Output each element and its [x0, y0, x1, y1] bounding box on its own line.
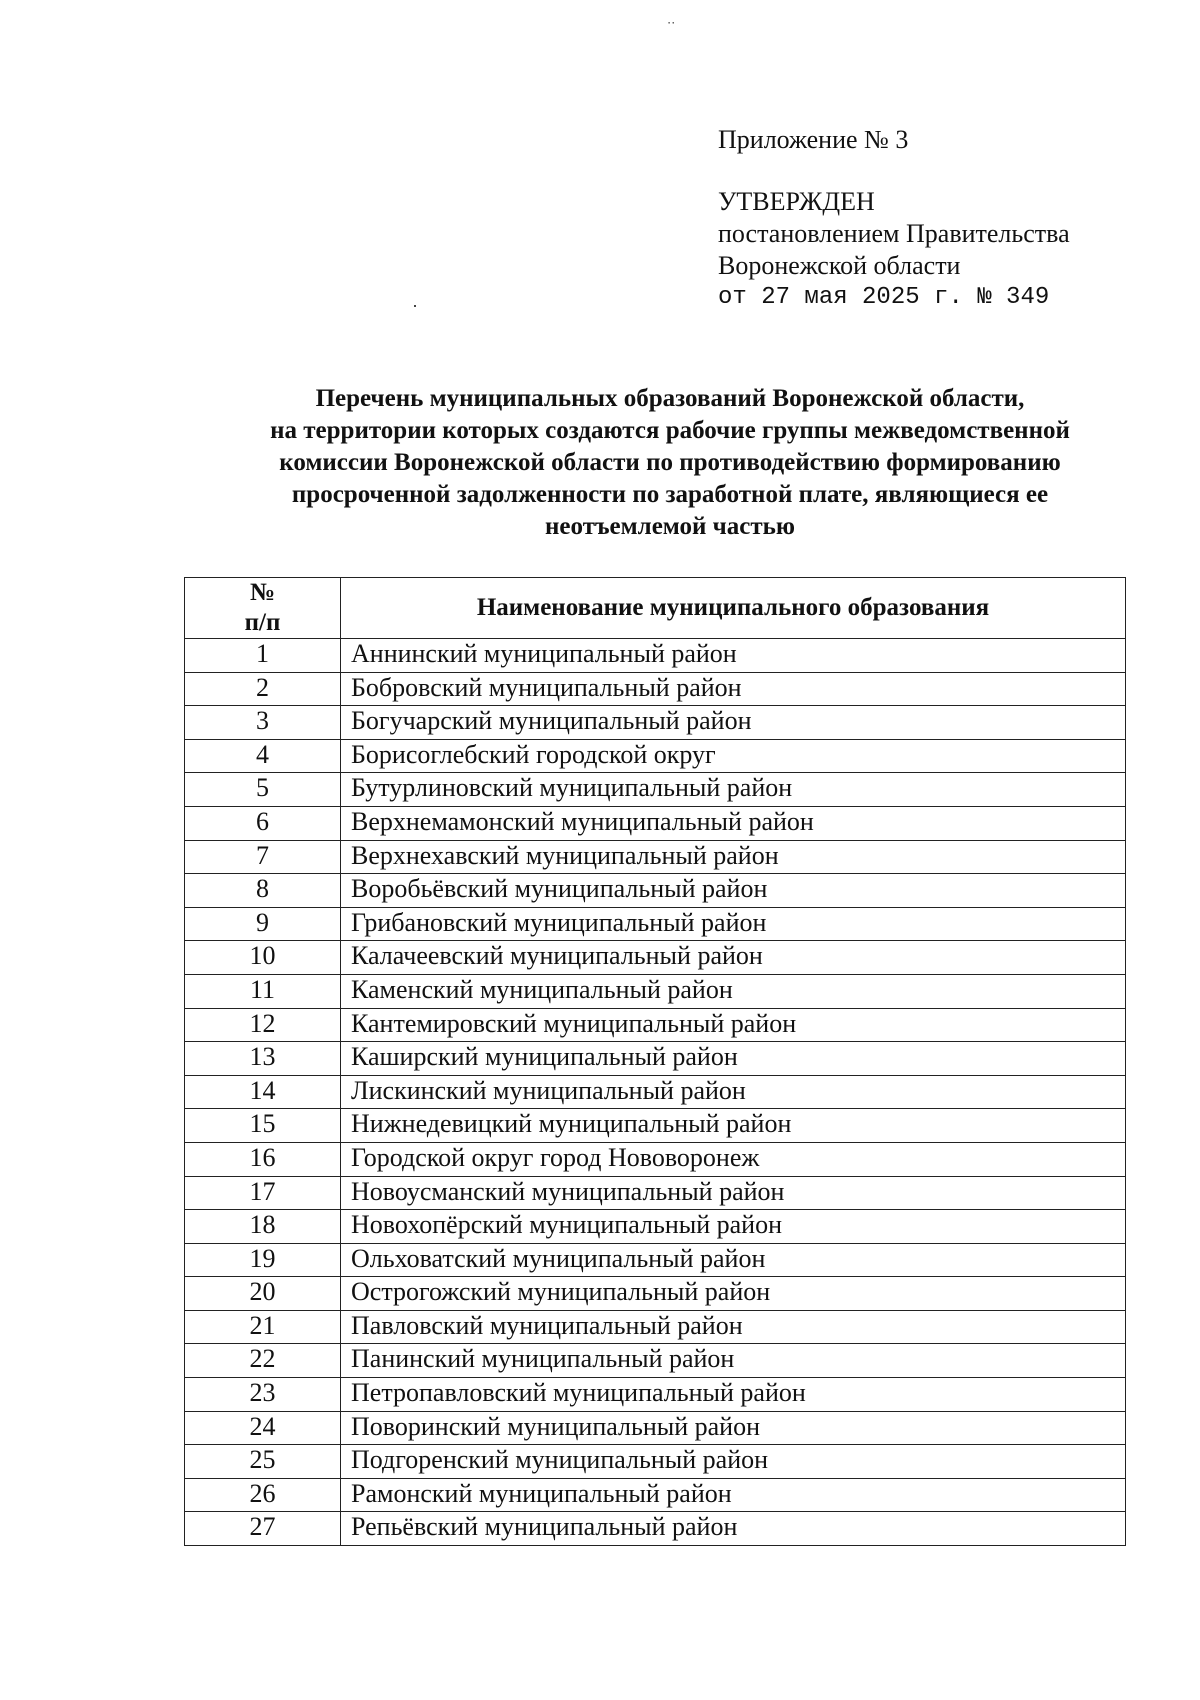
municipality-name: Каменский муниципальный район: [341, 974, 1126, 1008]
row-number: 14: [185, 1075, 341, 1109]
row-number: 24: [185, 1411, 341, 1445]
row-number: 22: [185, 1344, 341, 1378]
row-number: 3: [185, 706, 341, 740]
municipality-name: Острогожский муниципальный район: [341, 1277, 1126, 1311]
row-number: 13: [185, 1042, 341, 1076]
municipality-name: Бутурлиновский муниципальный район: [341, 773, 1126, 807]
municipality-name: Нижнедевицкий муниципальный район: [341, 1109, 1126, 1143]
title-line-3: комиссии Воронежской области по противодействию формированию: [279, 449, 1061, 476]
table-row: [185, 773, 1126, 807]
table-row: [185, 1176, 1126, 1210]
table-row: [185, 1109, 1126, 1143]
municipality-name: Воробьёвский муниципальный район: [341, 874, 1126, 908]
table-row: [185, 806, 1126, 840]
title-line-5: неотъемлемой частью: [545, 513, 795, 540]
municipality-name: Верхнемамонский муниципальный район: [341, 806, 1126, 840]
table-row: [185, 1378, 1126, 1412]
column-header-name: Наименование муниципального образования: [341, 578, 1126, 639]
municipality-name: Подгоренский муниципальный район: [341, 1445, 1126, 1479]
scan-dot: [414, 305, 416, 307]
municipality-name: Городской округ город Нововоронеж: [341, 1142, 1126, 1176]
table-row: [185, 706, 1126, 740]
row-number: 11: [185, 974, 341, 1008]
municipality-name: Петропавловский муниципальный район: [341, 1378, 1126, 1412]
row-number: 23: [185, 1378, 341, 1412]
row-number: 26: [185, 1478, 341, 1512]
municipality-name: Борисоглебский городской округ: [341, 739, 1126, 773]
table-row: [185, 1478, 1126, 1512]
row-number: 4: [185, 739, 341, 773]
table-row: [185, 941, 1126, 975]
column-header-number-line-1: №: [249, 579, 276, 606]
table-row: [185, 907, 1126, 941]
row-number: 27: [185, 1512, 341, 1546]
title-line-4: просроченной задолженности по заработной плате, являющиеся ее: [291, 481, 1049, 508]
table-row: [185, 1411, 1126, 1445]
municipality-name: Новохопёрский муниципальный район: [341, 1210, 1126, 1244]
row-number: 1: [185, 639, 341, 673]
municipality-name: Богучарский муниципальный район: [341, 706, 1126, 740]
row-number: 15: [185, 1109, 341, 1143]
municipality-name: Бобровский муниципальный район: [341, 672, 1126, 706]
table-row: [185, 1142, 1126, 1176]
approval-block: [718, 124, 1070, 314]
municipality-name: Павловский муниципальный район: [341, 1310, 1126, 1344]
municipality-name: Верхнехавский муниципальный район: [341, 840, 1126, 874]
municipality-name: Лискинский муниципальный район: [341, 1075, 1126, 1109]
column-header-number-line-2: п/п: [244, 609, 281, 636]
row-number: 19: [185, 1243, 341, 1277]
municipality-name: Рамонский муниципальный район: [341, 1478, 1126, 1512]
table-row: [185, 1210, 1126, 1244]
table-body: [185, 639, 1126, 1546]
row-number: 25: [185, 1445, 341, 1479]
table-row: [185, 672, 1126, 706]
approved-label: УТВЕРЖДЕН: [718, 187, 875, 216]
table-row: [185, 1512, 1126, 1546]
appendix-label: Приложение № 3: [718, 125, 909, 154]
document-title: [170, 383, 1170, 543]
row-number: 20: [185, 1277, 341, 1311]
title-line-1: Перечень муниципальных образований Воронежской области,: [315, 385, 1025, 412]
approved-by-line-1: постановлением Правительства: [718, 219, 1070, 248]
row-number: 16: [185, 1142, 341, 1176]
table-row: [185, 1008, 1126, 1042]
title-line-2: на территории которых создаются рабочие группы межведомственной: [270, 417, 1070, 444]
table-row: [185, 840, 1126, 874]
row-number: 2: [185, 672, 341, 706]
column-header-number: [185, 578, 341, 639]
row-number: 18: [185, 1210, 341, 1244]
table-header-row: [185, 578, 1126, 639]
municipality-name: Калачеевский муниципальный район: [341, 941, 1126, 975]
row-number: 6: [185, 806, 341, 840]
municipality-name: Ольховатский муниципальный район: [341, 1243, 1126, 1277]
table-row: [185, 739, 1126, 773]
table-row: [185, 1445, 1126, 1479]
row-number: 7: [185, 840, 341, 874]
municipalities-table: [184, 577, 1126, 1546]
municipality-name: Новоусманский муниципальный район: [341, 1176, 1126, 1210]
municipality-name: Поворинский муниципальный район: [341, 1411, 1126, 1445]
table-row: [185, 1277, 1126, 1311]
table-row: [185, 974, 1126, 1008]
table-row: [185, 1042, 1126, 1076]
municipality-name: Аннинский муниципальный район: [341, 639, 1126, 673]
approved-by-line-2: Воронежской области: [718, 251, 961, 280]
row-number: 8: [185, 874, 341, 908]
municipality-name: Панинский муниципальный район: [341, 1344, 1126, 1378]
row-number: 12: [185, 1008, 341, 1042]
table-row: [185, 1310, 1126, 1344]
municipality-name: Каширский муниципальный район: [341, 1042, 1126, 1076]
table-row: [185, 1344, 1126, 1378]
table-row: [185, 1075, 1126, 1109]
row-number: 10: [185, 941, 341, 975]
municipality-name: Грибановский муниципальный район: [341, 907, 1126, 941]
decree-date-number: от 27 мая 2025 г. № 349: [718, 284, 1050, 311]
row-number: 5: [185, 773, 341, 807]
row-number: 9: [185, 907, 341, 941]
scan-speck: ⋅⋅: [667, 16, 676, 30]
municipality-name: Кантемировский муниципальный район: [341, 1008, 1126, 1042]
row-number: 17: [185, 1176, 341, 1210]
row-number: 21: [185, 1310, 341, 1344]
table-row: [185, 1243, 1126, 1277]
table-row: [185, 874, 1126, 908]
municipality-name: Репьёвский муниципальный район: [341, 1512, 1126, 1546]
table-row: [185, 639, 1126, 673]
